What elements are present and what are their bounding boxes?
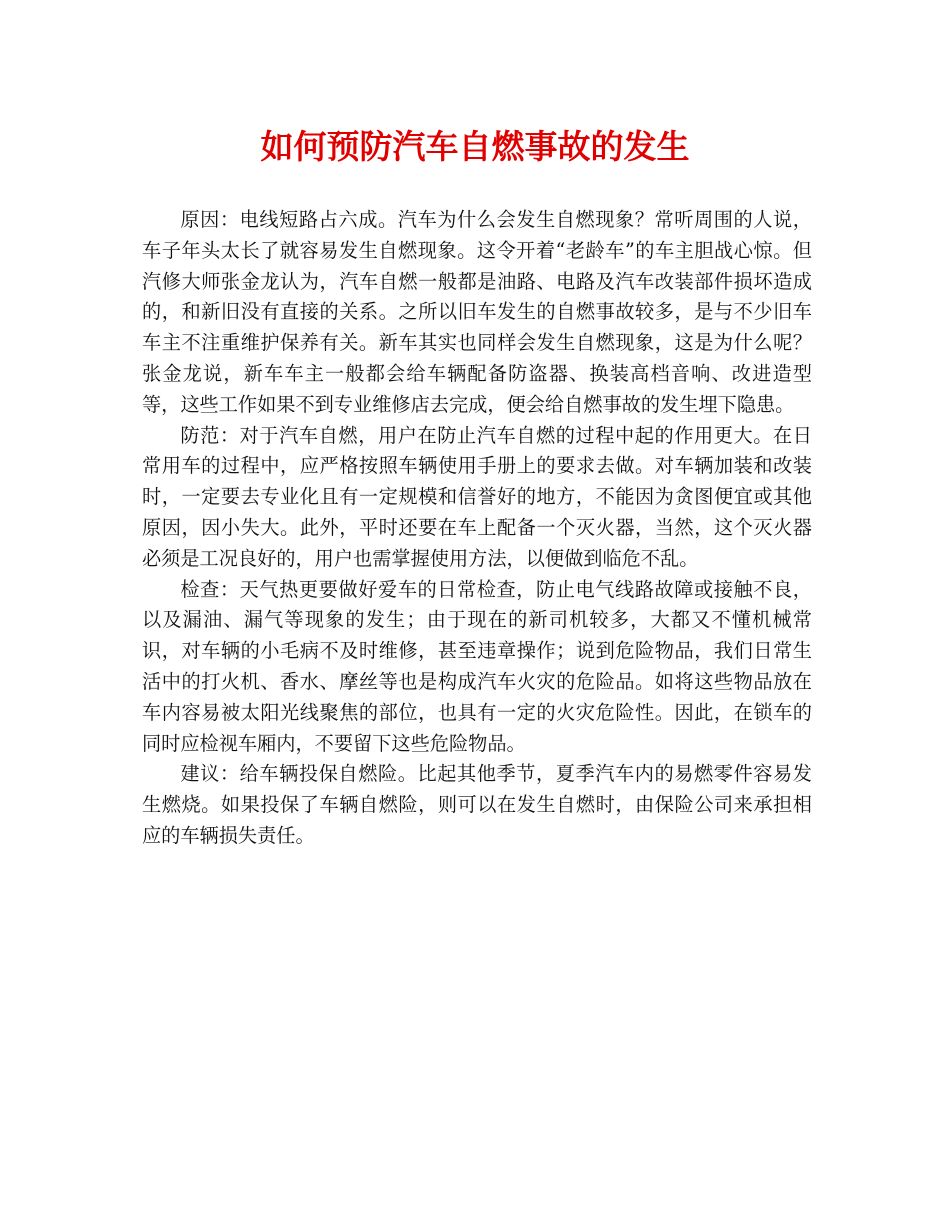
- paragraph-prevention: 防范：对于汽车自燃，用户在防止汽车自燃的过程中起的作用更大。在日常用车的过程中，应严格按照车辆使用手册上的要求去做。对车辆加装和改装时，一定要去专业化且有一定规模和信誉好的地方，不能因为贪图便宜或其他原因，因小失大。此外，平时还要在车上配备一个灭火器，当然，这个灭火器必须是工况良好的，用户也需掌握使用方法，以便做到临危不乱。: [142, 423, 812, 570]
- paragraph-cause: 原因：电线短路占六成。汽车为什么会发生自燃现象？常听周围的人说，车子年头太长了就容易发生自燃现象。这令开着“老龄车”的车主胆战心惊。但汽修大师张金龙认为，汽车自燃一般都是油路、电路及汽车改装部件损坏造成的，和新旧没有直接的关系。之所以旧车发生的自燃事故较多，是与不少旧车车主不注重维护保养有关。新车其实也同样会发生自燃现象，这是为什么呢？张金龙说，新车车主一般都会给车辆配备防盗器、换装高档音响、改进造型等，这些工作如果不到专业维修店去完成，便会给自燃事故的发生埋下隐患。: [142, 208, 812, 416]
- document-title: 如何预防汽车自燃事故的发生: [260, 127, 690, 166]
- document-body: [142, 205, 812, 852]
- paragraph-inspection: 检查：天气热更要做好爱车的日常检查，防止电气线路故障或接触不良，以及漏油、漏气等现象的发生；由于现在的新司机较多，大都又不懂机械常识，对车辆的小毛病不及时维修，甚至违章操作；说到危险物品，我们日常生活中的打火机、香水、摩丝等也是构成汽车火灾的危险品。如将这些物品放在车内容易被太阳光线聚焦的部位，也具有一定的火灾危险性。因此，在锁车的同时应检视车厢内，不要留下这些危险物品。: [142, 577, 812, 755]
- paragraph-suggestion: 建议：给车辆投保自燃险。比起其他季节，夏季汽车内的易燃零件容易发生燃烧。如果投保了车辆自燃险，则可以在发生自燃时，由保险公司来承担相应的车辆损失责任。: [142, 762, 812, 847]
